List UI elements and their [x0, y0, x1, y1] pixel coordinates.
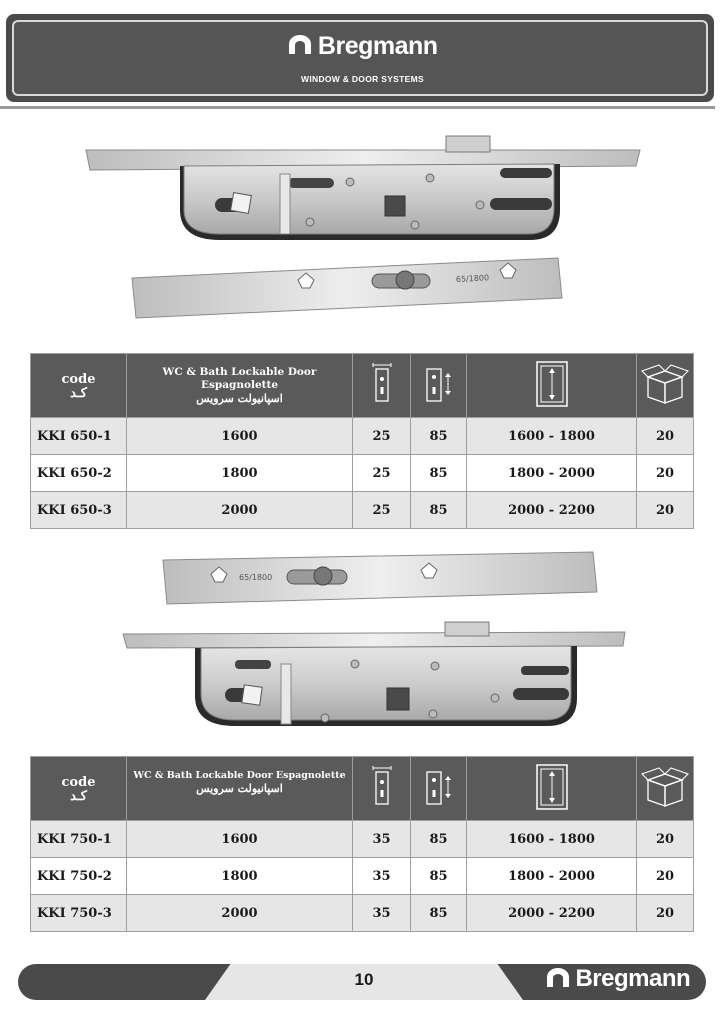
package-qty-value: 20: [637, 418, 694, 455]
table-row: [31, 418, 694, 455]
lock-distance-icon: [424, 766, 454, 808]
column-header-lock-distance: [411, 757, 467, 821]
description-en: WC & Bath Lockable Door Espagnolette: [162, 366, 317, 391]
length-value: 1600: [127, 418, 353, 455]
package-qty-value: 20: [637, 895, 694, 932]
strip-marking: 65/1800: [455, 273, 490, 284]
description-fa: اسپانیولت سرویس: [196, 782, 283, 795]
table-row: [31, 821, 694, 858]
code-label-fa: کـد: [70, 788, 87, 804]
length-value: 1800: [127, 455, 353, 492]
strip-marking: 65/1800: [239, 573, 273, 582]
column-header-code: [31, 757, 127, 821]
package-box-icon: [640, 363, 690, 405]
distance-value: 85: [411, 492, 467, 529]
backset-icon: [371, 766, 393, 808]
brand-name: Bregmann: [317, 32, 438, 60]
height-range-value: 2000 - 2200: [467, 895, 637, 932]
backset-value: 25: [353, 418, 411, 455]
backset-value: 25: [353, 492, 411, 529]
package-qty-value: 20: [637, 455, 694, 492]
header-divider: [0, 106, 715, 109]
distance-value: 85: [411, 858, 467, 895]
column-header-package: [637, 354, 694, 418]
spec-table-650: [30, 353, 694, 529]
table-row: [31, 492, 694, 529]
brand-tagline: WINDOW & DOOR SYSTEMS: [301, 74, 424, 84]
column-header-backset: [353, 354, 411, 418]
code-label-fa: کـد: [70, 385, 87, 401]
package-box-icon: [640, 766, 690, 808]
length-value: 2000: [127, 895, 353, 932]
height-range-value: 2000 - 2200: [467, 492, 637, 529]
spec-table-750: [30, 756, 694, 932]
table-row: [31, 455, 694, 492]
backset-value: 35: [353, 821, 411, 858]
length-value: 2000: [127, 492, 353, 529]
column-header-description: [127, 354, 353, 418]
column-header-lock-distance: [411, 354, 467, 418]
code-label-en: code: [61, 774, 96, 790]
code-label-en: code: [61, 371, 96, 387]
distance-value: 85: [411, 418, 467, 455]
page-number: 10: [354, 970, 374, 989]
column-header-code: [31, 354, 127, 418]
door-height-icon: [535, 360, 569, 408]
product-code: KKI 650-2: [31, 455, 127, 492]
length-value: 1800: [127, 858, 353, 895]
backset-icon: [371, 363, 393, 405]
product-code: KKI 750-2: [31, 858, 127, 895]
lock-distance-icon: [424, 363, 454, 405]
brand-name: Bregmann: [575, 965, 691, 992]
product-image-lock-750: [115, 548, 635, 738]
height-range-value: 1800 - 2000: [467, 455, 637, 492]
package-qty-value: 20: [637, 858, 694, 895]
product-code: KKI 650-1: [31, 418, 127, 455]
table-row: [31, 895, 694, 932]
column-header-door-height: [467, 757, 637, 821]
distance-value: 85: [411, 821, 467, 858]
length-value: 1600: [127, 821, 353, 858]
product-code: KKI 750-1: [31, 821, 127, 858]
distance-value: 85: [411, 895, 467, 932]
product-image-lock-650: [80, 130, 650, 330]
product-code: KKI 650-3: [31, 492, 127, 529]
height-range-value: 1600 - 1800: [467, 821, 637, 858]
description-en: WC & Bath Lockable Door Espagnolette: [133, 770, 346, 781]
column-header-door-height: [467, 354, 637, 418]
header-logo: [0, 32, 725, 61]
package-qty-value: 20: [637, 492, 694, 529]
door-height-icon: [535, 763, 569, 811]
table-row: [31, 858, 694, 895]
distance-value: 85: [411, 455, 467, 492]
column-header-description: [127, 757, 353, 821]
backset-value: 25: [353, 455, 411, 492]
height-range-value: 1600 - 1800: [467, 418, 637, 455]
bregmann-logo-icon: [287, 34, 313, 59]
height-range-value: 1800 - 2000: [467, 858, 637, 895]
column-header-package: [637, 757, 694, 821]
backset-value: 35: [353, 858, 411, 895]
column-header-backset: [353, 757, 411, 821]
product-code: KKI 750-3: [31, 895, 127, 932]
bregmann-logo-icon: [545, 967, 571, 992]
package-qty-value: 20: [637, 821, 694, 858]
footer-logo: [545, 965, 690, 993]
description-fa: اسپانیولت سرویس: [196, 392, 283, 405]
backset-value: 35: [353, 895, 411, 932]
